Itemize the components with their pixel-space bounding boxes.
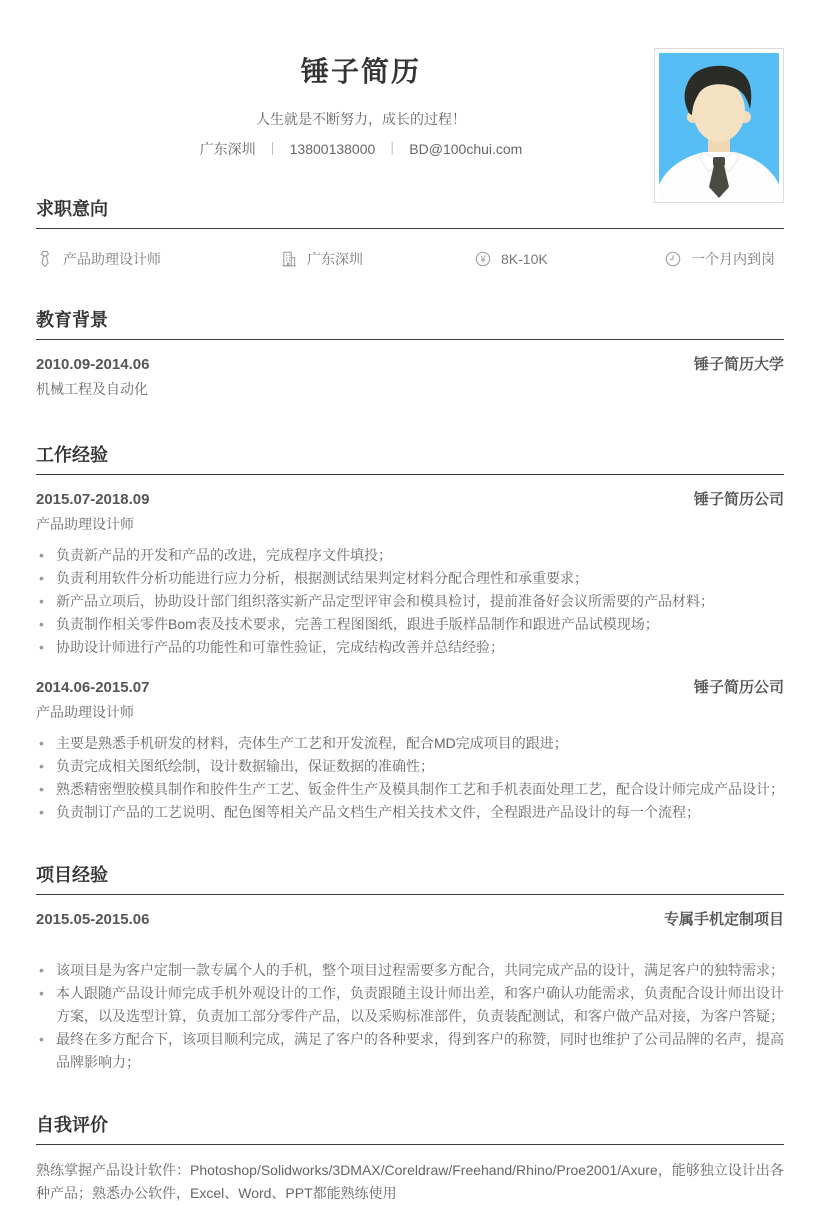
- project-bullet: • 本人跟随产品设计师完成手机外观设计的工作，负责跟随主设计师出差，和客户确认功能需求，负责配合设计师出设计方案，以及选型计算，负责加工部分零件产品，以及采购标准部件，负责装配测试，和客户做产品对接，为客户答疑；: [36, 982, 784, 1028]
- section-title: 项目经验: [36, 865, 108, 885]
- entry-header-row: [36, 491, 784, 509]
- contact-location: 广东深圳: [199, 141, 256, 157]
- work-bullet: • 负责完成相关图纸绘制，设计数据输出，保证数据的准确性；: [36, 755, 784, 778]
- header: [0, 0, 820, 160]
- section-title: 求职意向: [36, 199, 108, 219]
- section-title: 自我评价: [36, 1115, 108, 1135]
- section-title: 工作经验: [36, 445, 108, 465]
- intent-salary-label: 8K-10K: [501, 251, 548, 267]
- project-bullet: • 该项目是为客户定制一款专属个人的手机，整个项目过程需要多方配合，共同完成产品的设计，满足客户的独特需求；: [36, 959, 784, 982]
- intent-salary: [474, 249, 664, 269]
- work-bullet: • 熟悉精密塑胶模具制作和胶件生产工艺、钣金件生产及模具制作工艺和手机表面处理工艺，配合设计师完成产品设计；: [36, 778, 784, 801]
- work-bullet: • 负责新产品的开发和产品的改进，完成程序文件填投；: [36, 544, 784, 567]
- education-period: 2010.09-2014.06: [36, 356, 150, 373]
- work-entry: [36, 679, 784, 824]
- section-education: [0, 309, 820, 400]
- work-bullet-list: [36, 732, 784, 824]
- education-major: 机械工程及自动化: [36, 381, 148, 397]
- project-bullet: • 最终在多方配合下，该项目顺利完成，满足了客户的各种要求，得到客户的称赞，同时也维护了公司品牌的名声，提高品牌影响力；: [36, 1028, 784, 1074]
- work-period: 2015.07-2018.09: [36, 491, 150, 508]
- project-period: 2015.05-2015.06: [36, 911, 150, 928]
- resume-title: 锤子简历: [300, 56, 421, 87]
- contact-phone: 13800138000: [289, 141, 376, 157]
- work-bullet: • 负责制订产品的工艺说明、配色图等相关产品文档生产相关技术文件，全程跟进产品设计的每一个流程；: [36, 801, 784, 824]
- section-divider: [36, 894, 784, 895]
- work-bullet-list: [36, 544, 784, 659]
- education-entry: [36, 356, 784, 400]
- entry-header-row: [36, 679, 784, 697]
- section-work: [0, 444, 820, 824]
- section-divider: [36, 228, 784, 229]
- entry-header-row: [36, 911, 784, 929]
- intent-location-label: 广东深圳: [307, 251, 363, 267]
- section-divider: [36, 1144, 784, 1145]
- work-bullet: • 负责利用软件分析功能进行应力分析，根据测试结果判定材料分配合理性和承重要求；: [36, 567, 784, 590]
- contact-line: [36, 138, 686, 160]
- work-entry: [36, 491, 784, 659]
- work-bullet: • 新产品立项后，协助设计部门组织落实新产品定型评审会和模具检讨，提前准备好会议所需要的产品材料；: [36, 590, 784, 613]
- education-school: 锤子简历大学: [693, 356, 784, 373]
- self-eval-text: 熟练掌握产品设计软件：Photoshop/Solidworks/3DMAX/Coreldraw/Freehand/Rhino/Proe2001/Axure，能够独立设计出各种产品；熟悉办公软件，Excel、Word、PPT都能熟练使用: [36, 1162, 784, 1201]
- contact-separator: 丨: [265, 141, 280, 157]
- work-bullet: • 主要是熟悉手机研发的材料，壳体生产工艺和开发流程，配合MD完成项目的跟进；: [36, 732, 784, 755]
- project-bullet-list: [36, 959, 784, 1074]
- work-role: 产品助理设计师: [36, 704, 134, 720]
- intent-availability-label: 一个月内到岗: [691, 251, 775, 267]
- contact-email: BD@100chui.com: [409, 141, 523, 157]
- section-title: 教育背景: [36, 310, 108, 330]
- profile-photo: [654, 48, 784, 203]
- tie-icon: [36, 250, 54, 268]
- intent-position: [36, 249, 280, 269]
- work-company: 锤子简历公司: [693, 679, 784, 696]
- section-project: [0, 864, 820, 1074]
- entry-header-row: [36, 356, 784, 374]
- intent-availability: [664, 249, 784, 269]
- work-bullet: • 负责制作相关零件Bom表及技术要求，完善工程图图纸，跟进手版样品制作和跟进产品试模现场；: [36, 613, 784, 636]
- section-job-intent: [0, 198, 820, 269]
- job-intent-row: [36, 249, 784, 269]
- salary-icon: [474, 250, 492, 268]
- work-role: 产品助理设计师: [36, 516, 134, 532]
- intent-position-label: 产品助理设计师: [63, 251, 161, 267]
- work-bullet: • 协助设计师进行产品的功能性和可靠性验证，完成结构改善并总结经验；: [36, 636, 784, 659]
- building-icon: [280, 250, 298, 268]
- work-period: 2014.06-2015.07: [36, 679, 150, 696]
- section-divider: [36, 339, 784, 340]
- avatar-illustration: [659, 53, 779, 198]
- motto: 人生就是不断努力，成长的过程！: [256, 111, 466, 127]
- work-company: 锤子简历公司: [693, 491, 784, 508]
- section-self-eval: [0, 1114, 820, 1205]
- clock-icon: [664, 250, 682, 268]
- section-divider: [36, 474, 784, 475]
- intent-location: [280, 249, 474, 269]
- contact-separator: 丨: [385, 141, 400, 157]
- project-entry: [36, 911, 784, 1074]
- project-name: 专属手机定制项目: [663, 911, 784, 928]
- header-text: [36, 52, 686, 160]
- svg-text:¥: ¥: [480, 254, 486, 265]
